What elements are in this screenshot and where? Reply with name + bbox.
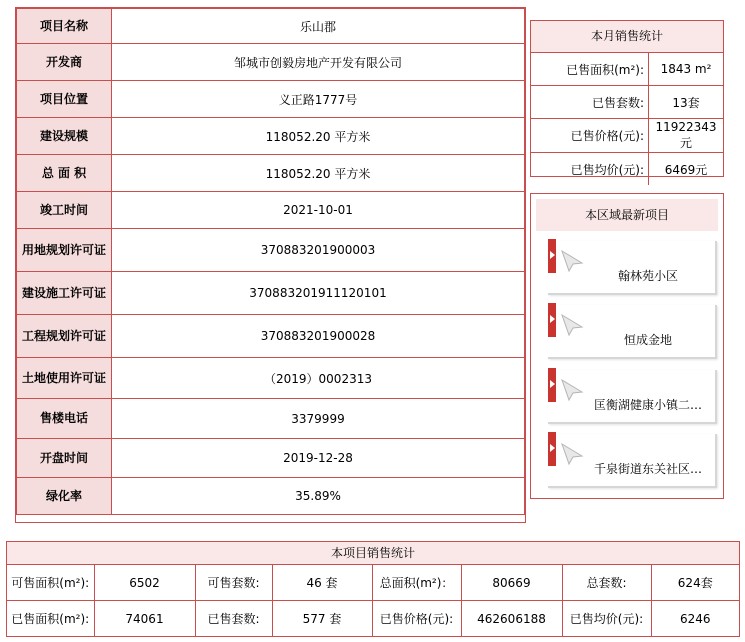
- monthly-sold-price-value: 11922343元: [649, 119, 724, 153]
- monthly-avg-price-label: 已售均价(元):: [531, 153, 649, 186]
- project-info-value: 118052.20 平方米: [112, 155, 525, 192]
- project-info-label-text: 竣工时间: [39, 202, 88, 217]
- latest-project-name: 翰林苑小区: [617, 269, 678, 283]
- project-info-label: [17, 229, 112, 272]
- project-info-row: [17, 9, 525, 44]
- project-info-value: 2021-10-01: [112, 192, 525, 229]
- monthly-sales-title: 本月销售统计: [531, 21, 723, 53]
- total-area-label: 总面积(m²)：: [372, 565, 461, 601]
- project-info-row: [17, 81, 525, 118]
- project-info-label-text: 绿化率: [45, 488, 82, 503]
- latest-projects-title: 本区域最新项目: [536, 199, 718, 231]
- arrow-tab-icon: [548, 239, 556, 273]
- project-info-label: [17, 81, 112, 118]
- project-info-row: [17, 315, 525, 358]
- latest-project-name: 千泉街道东关社区…: [593, 462, 702, 476]
- sold-area-value: 74061: [94, 601, 195, 637]
- project-info-value: 乐山郡: [112, 9, 525, 44]
- project-info-row: [17, 439, 525, 478]
- sold-units-value: 577 套: [272, 601, 372, 637]
- latest-project-link[interactable]: [548, 305, 717, 359]
- monthly-sold-price-row: [531, 119, 723, 153]
- monthly-sold-units-label: 已售套数:: [531, 86, 649, 119]
- available-area-label: 可售面积(m²):: [7, 565, 94, 601]
- project-info-label: [17, 118, 112, 155]
- project-info-value: 3379999: [112, 399, 525, 439]
- project-info-row: [17, 358, 525, 399]
- project-info-label-text: 总 面 积: [41, 165, 87, 180]
- project-info-label-text: 项目位置: [39, 91, 88, 106]
- project-info-label: [17, 9, 112, 44]
- cursor-icon: [560, 313, 586, 337]
- project-info-row: [17, 155, 525, 192]
- project-info-value: 35.89%: [112, 478, 525, 515]
- project-info-value: 370883201911120101: [112, 272, 525, 315]
- project-info-value: 2019-12-28: [112, 439, 525, 478]
- latest-project-name: 匡衡湖健康小镇二…: [593, 398, 702, 412]
- latest-projects-panel: [530, 193, 724, 499]
- monthly-sold-units-row: [531, 86, 723, 119]
- project-info-value: 邹城市创毅房地产开发有限公司: [112, 44, 525, 81]
- latest-project-link[interactable]: [548, 370, 717, 424]
- project-info-label: [17, 439, 112, 478]
- project-info-label: [17, 192, 112, 229]
- sold-price-value: 462606188: [461, 601, 562, 637]
- total-units-label: 总套数:: [562, 565, 651, 601]
- project-info-label-text: 开盘时间: [39, 450, 88, 465]
- project-info-table: [16, 8, 525, 515]
- project-info-row: [17, 44, 525, 81]
- monthly-sold-area-value: 1843 m²: [649, 53, 724, 86]
- latest-project-link[interactable]: [548, 241, 717, 295]
- available-area-value: 6502: [94, 565, 195, 601]
- latest-project-name: 恒成金地: [623, 333, 672, 347]
- project-info-row: [17, 192, 525, 229]
- project-info-row: [17, 118, 525, 155]
- monthly-sold-area-row: [531, 53, 723, 86]
- project-info-row: [17, 478, 525, 515]
- project-info-value: 370883201900028: [112, 315, 525, 358]
- arrow-tab-icon: [548, 432, 556, 466]
- project-info-label-text: 开发商: [45, 54, 82, 69]
- available-units-value: 46 套: [272, 565, 372, 601]
- overall-sales-panel: [6, 541, 740, 637]
- cursor-icon: [560, 249, 586, 273]
- project-info-value: 118052.20 平方米: [112, 118, 525, 155]
- project-info-value: 370883201900003: [112, 229, 525, 272]
- overall-sales-title: 本项目销售统计: [7, 542, 739, 565]
- project-info-label: [17, 478, 112, 515]
- monthly-sold-price-label: 已售价格(元):: [531, 119, 649, 153]
- cursor-icon: [560, 442, 586, 466]
- project-info-label: [17, 44, 112, 81]
- project-info-label: [17, 272, 112, 315]
- project-info-value: （2019）0002313: [112, 358, 525, 399]
- project-info-label: [17, 155, 112, 192]
- project-info-label: [17, 315, 112, 358]
- project-info-label-text: 建设施工许可证: [21, 285, 106, 300]
- total-area-value: 80669: [461, 565, 562, 601]
- overall-available-row: [7, 565, 739, 601]
- monthly-avg-price-value: 6469元: [664, 162, 708, 177]
- arrow-tab-icon: [548, 303, 556, 337]
- project-info-value: 义正路1777号: [112, 81, 525, 118]
- monthly-sold-area-label: 已售面积(m²):: [531, 53, 649, 86]
- project-info-label-text: 用地规划许可证: [21, 242, 106, 257]
- project-info-label: [17, 358, 112, 399]
- avg-price-value: 6246: [679, 611, 711, 626]
- latest-project-link[interactable]: [548, 434, 717, 488]
- project-info-label: [17, 399, 112, 439]
- sold-area-label: 已售面积(m²):: [7, 601, 94, 637]
- avg-price-label: 已售均价(元):: [562, 601, 651, 637]
- project-info-label-text: 建设规模: [39, 128, 88, 143]
- total-units-value: 624套: [651, 565, 739, 601]
- monthly-sold-units-value: 13套: [649, 86, 724, 119]
- arrow-tab-icon: [548, 368, 556, 402]
- available-units-label: 可售套数:: [195, 565, 272, 601]
- project-info-label-text: 土地使用许可证: [21, 370, 106, 385]
- sold-price-label: 已售价格(元):: [372, 601, 461, 637]
- overall-sold-row: [7, 601, 739, 637]
- project-info-row: [17, 399, 525, 439]
- sold-units-label: 已售套数:: [195, 601, 272, 637]
- project-info-row: [17, 272, 525, 315]
- project-info-label-text: 项目名称: [39, 18, 88, 33]
- project-info-label-text: 售楼电话: [39, 411, 88, 425]
- monthly-sales-panel: [530, 20, 724, 177]
- monthly-avg-price-row: [531, 153, 723, 186]
- overall-sales-table: [7, 565, 739, 636]
- project-info-label-text: 工程规划许可证: [21, 328, 106, 343]
- project-info-row: [17, 229, 525, 272]
- cursor-icon: [560, 378, 586, 402]
- monthly-sales-table: [531, 53, 723, 185]
